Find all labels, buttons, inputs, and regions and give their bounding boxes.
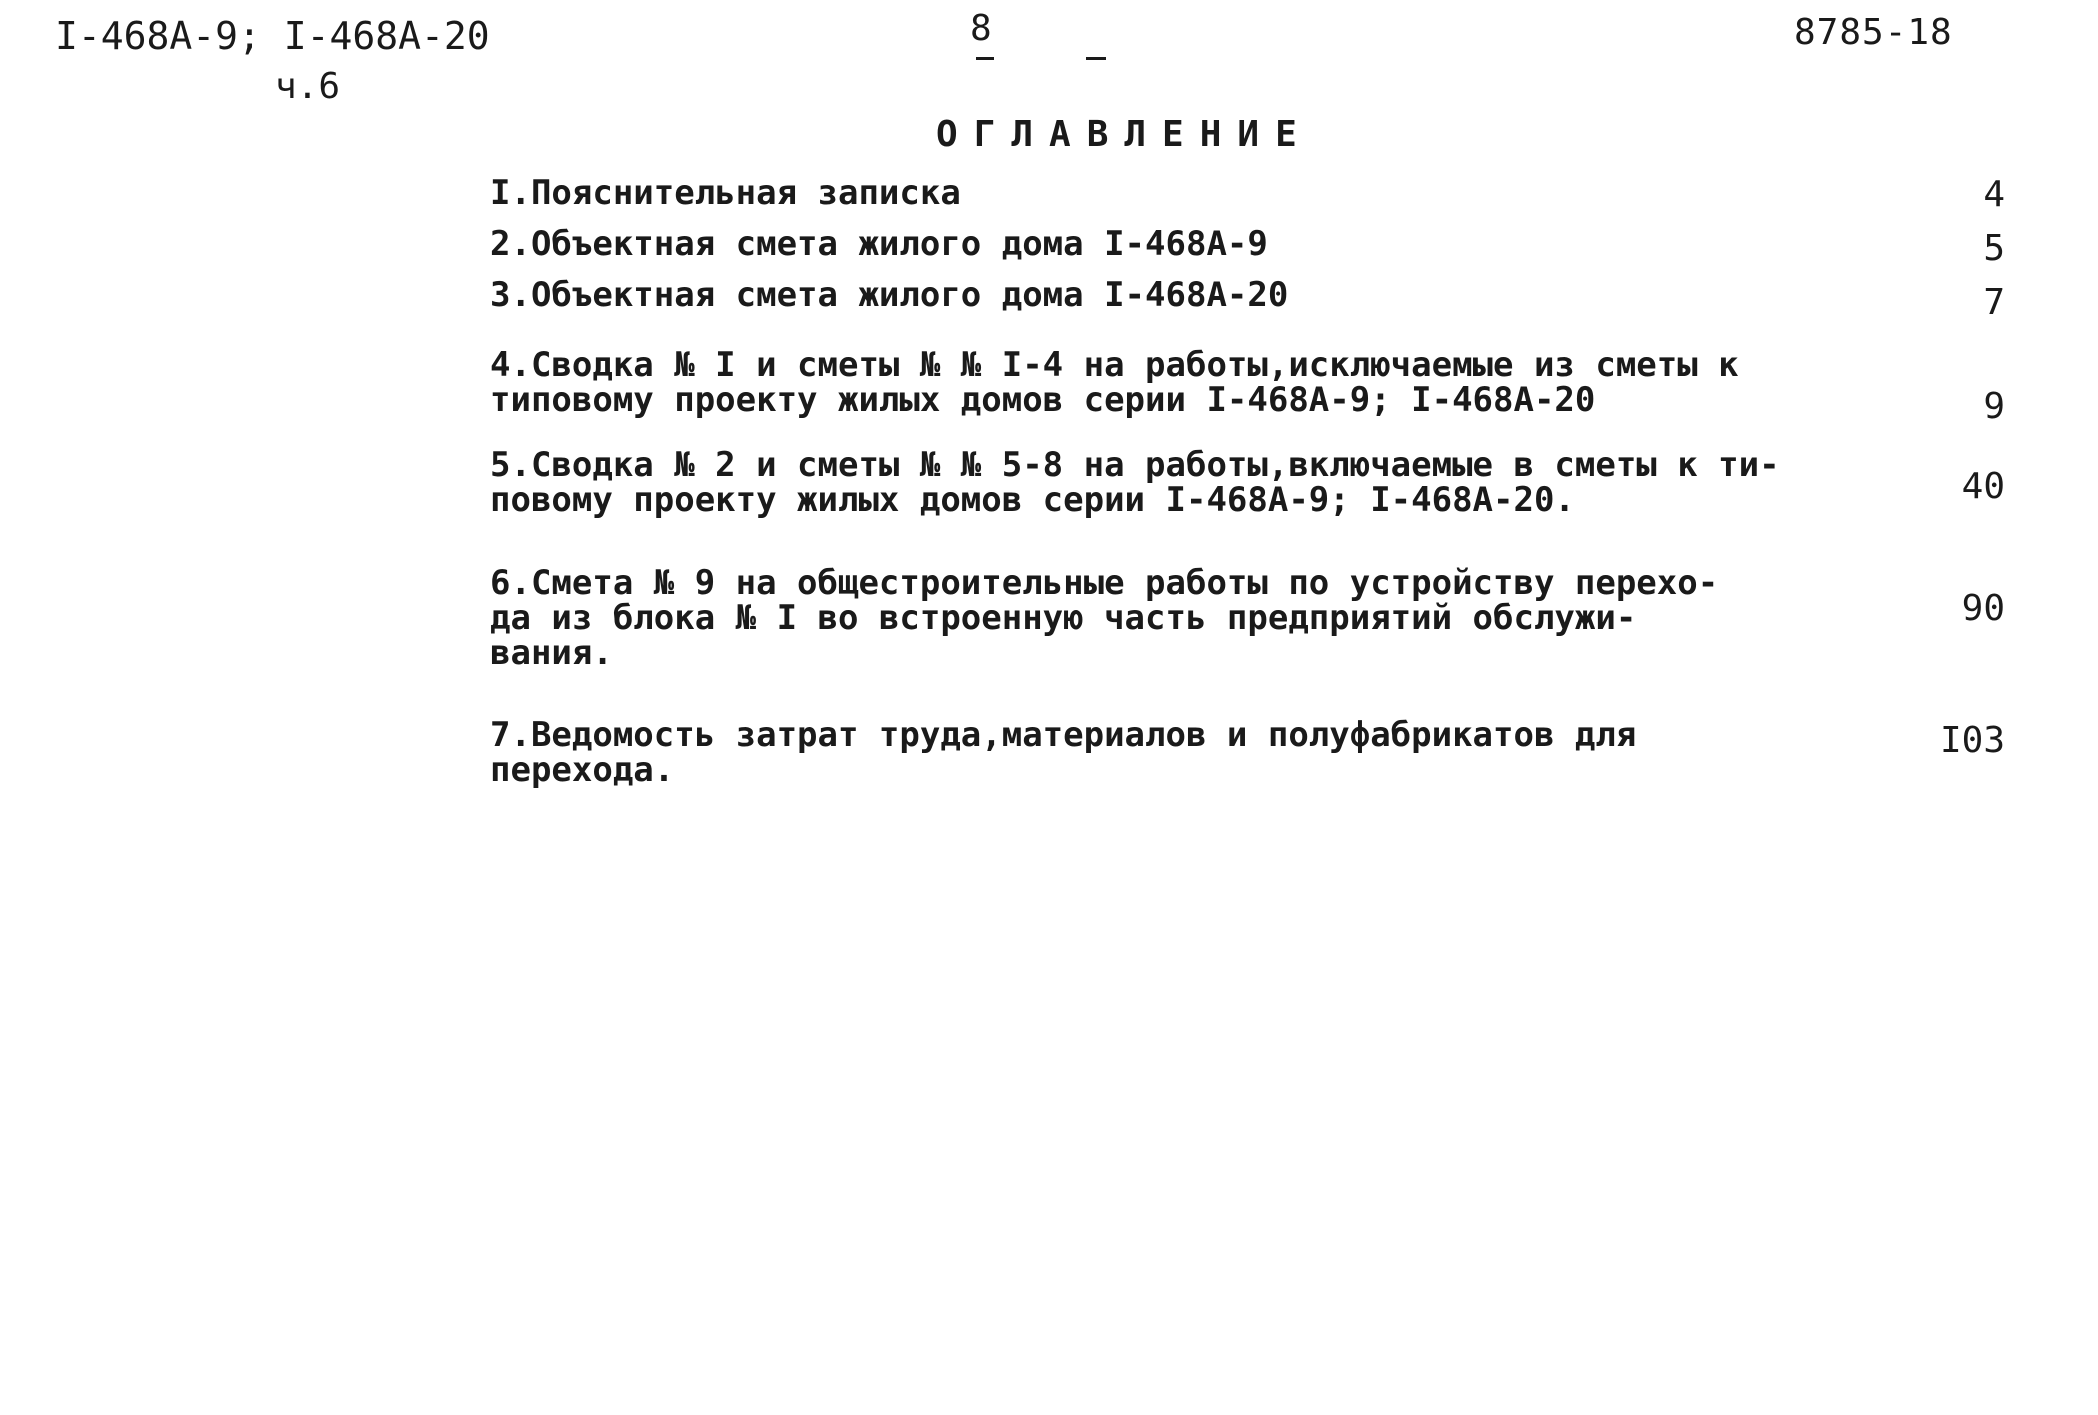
toc-entry-7: 7.Ведомость затрат труда,материалов и полуфабрикатов для перехода. — [490, 715, 1637, 790]
document-number: 8785-18 — [1794, 12, 1953, 53]
toc-entry-6: 6.Смета № 9 на общестроительные работы по устройству перехо- да из блока № I во встроенную часть предприятий обслужи- вания. — [490, 563, 1719, 673]
toc-page-4: 9 — [1983, 386, 2005, 427]
toc-page-7: I03 — [1939, 720, 2005, 761]
page-number-dash-left — [976, 57, 994, 60]
document-code: I-468A-9; I-468A-20 — [55, 14, 490, 58]
toc-page-1: 4 — [1983, 174, 2005, 215]
toc-entry-3: 3.Объектная смета жилого дома I-468A-20 — [490, 275, 1289, 315]
toc-entry-4: 4.Сводка № I и сметы № № I-4 на работы,исключаемые из сметы к типовому проекту жилых домов серии I-468A-9; I-468A-20 — [490, 345, 1739, 420]
toc-entry-2: 2.Объектная смета жилого дома I-468A-9 — [490, 224, 1268, 264]
toc-title: ОГЛАВЛЕНИЕ — [936, 114, 1313, 155]
toc-page-3: 7 — [1983, 282, 2005, 323]
toc-entry-1: I.Пояснительная записка — [490, 173, 961, 213]
toc-entry-5: 5.Сводка № 2 и сметы № № 5-8 на работы,включаемые в сметы к ти- повому проекту жилых домов серии I-468A-9; I-468A-20. — [490, 445, 1780, 520]
part-label: ч.6 — [275, 66, 341, 107]
toc-page-5: 40 — [1961, 466, 2005, 507]
toc-page-2: 5 — [1983, 228, 2005, 269]
page-number-dash-right — [1086, 57, 1106, 60]
toc-page-6: 90 — [1961, 588, 2005, 629]
page-number: 8 — [970, 8, 992, 49]
